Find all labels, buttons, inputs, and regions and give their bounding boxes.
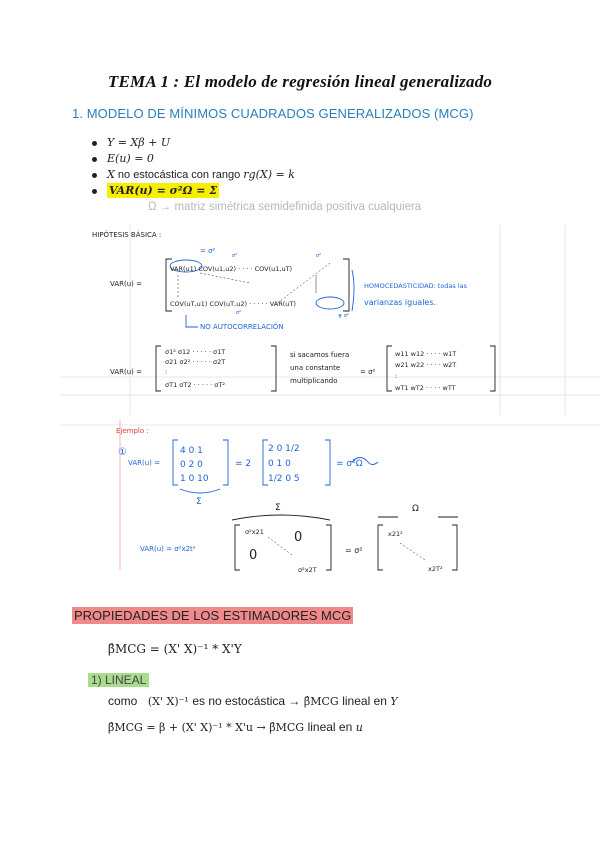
sigma2-small: σ² — [232, 253, 238, 259]
section-heading-propiedades: PROPIEDADES DE LOS ESTIMADORES MCG — [74, 608, 352, 623]
example2-entry: σ²x21 — [245, 528, 264, 536]
handwritten-notes — [0, 215, 600, 575]
homocedasticidad-note: HOMOCEDASTICIDAD: todas las — [364, 282, 468, 290]
text: como — [108, 694, 138, 708]
sigma-matrix-row: σ1² σ12 · · · · · σ1T — [165, 348, 226, 356]
bullet-dot — [92, 141, 97, 146]
section-heading-mcg: 1. MODELO DE MÍNIMOS CUADRADOS GENERALIZADOS (MCG) — [72, 106, 474, 121]
bullet-rank — [92, 168, 295, 181]
cov-row-1: VAR(u1) COV(u1,u2) · · · · COV(u1,uT) — [170, 265, 293, 273]
example1-matrix-row: 4 0 1 — [180, 446, 203, 456]
example1-result: = σ²Ω — [336, 459, 363, 469]
bullet-dot — [92, 157, 97, 162]
w-matrix-row: : — [395, 372, 398, 380]
example1-matrix2-row: 0 1 0 — [268, 459, 291, 469]
math: β̂MCG = β + (X' X)⁻¹ * X'u → — [108, 721, 266, 734]
estimator-formula: β̂MCG = (X' X)⁻¹ * X'Y — [108, 642, 242, 656]
note-sacar: multiplicando — [290, 377, 338, 385]
bullet-math: rg(X) = k — [243, 168, 295, 181]
bullet-variance — [92, 184, 219, 197]
bullet-model — [92, 136, 170, 149]
example2-entry: σ²x2T — [298, 566, 317, 574]
lineal-line-2 — [108, 720, 363, 734]
omega-note: Ω → matriz simétrica semidefinida positiva cualquiera — [148, 201, 422, 213]
example1-matrix-row: 0 2 0 — [180, 460, 203, 470]
bullet-expectation — [92, 152, 154, 165]
example1-matrix2-row: 2 0 1/2 — [268, 444, 300, 454]
lineal-line-1 — [108, 694, 398, 708]
w-matrix-row: w11 w12 · · · · w1T — [395, 350, 457, 358]
sigma2-small: σ² — [316, 253, 322, 259]
note-sacar: si sacamos fuera — [290, 351, 350, 359]
example1-sigma: Σ — [196, 497, 202, 507]
no-autocorrelacion-note: NO AUTOCORRELACIÓN — [200, 323, 284, 331]
example1-matrix2-row: 1/2 0 5 — [268, 474, 300, 484]
example1-var: VAR(u) = — [128, 459, 160, 467]
math: (X' X)⁻¹ — [147, 695, 189, 708]
example1-matrix-row: 1 0 10 — [180, 474, 209, 484]
note-sacar: una constante — [290, 364, 341, 372]
bullet-math: X — [107, 168, 115, 181]
sigma2-note-right: = σ² — [338, 313, 349, 319]
sigma-matrix-row: σ21 σ2² · · · · · σ2T — [165, 358, 226, 366]
example2-eq: = σ² — [345, 546, 363, 555]
example2-sigma: Σ — [275, 503, 281, 513]
sigma-matrix-row: σT1 σT2 · · · · · σT² — [165, 381, 225, 389]
bullet-dot — [92, 173, 97, 178]
sigma2-note-top: = σ² — [200, 247, 216, 255]
text: lineal en — [342, 694, 387, 708]
example2-var: VAR(u) = σ²x2t² — [140, 545, 196, 553]
math: β̂MCG — [303, 695, 339, 708]
hipotesis-label: HIPÓTESIS BÁSICA : — [92, 231, 162, 239]
text: lineal en — [307, 720, 353, 734]
bullet-text: no estocástica con rango — [114, 169, 244, 181]
example1-eq: = 2 — [235, 459, 252, 469]
subsection-lineal: 1) LINEAL — [88, 673, 149, 687]
math: β̂MCG — [269, 721, 305, 734]
example2-entry: x21² — [388, 530, 403, 538]
example2-brackets — [232, 515, 458, 570]
example2-entry: x2T² — [428, 565, 443, 573]
var-u-label-2: VAR(u) = — [110, 368, 142, 376]
math: u — [355, 721, 363, 734]
w-matrix-row: wT1 wT2 · · · · wTT — [395, 384, 456, 392]
highlighted-variance: VAR(u) = σ²Ω = Σ — [109, 184, 218, 197]
sigma-matrix-row: : — [165, 368, 168, 376]
var-u-label: VAR(u) = — [110, 280, 142, 288]
example2-zero: 0 — [294, 530, 303, 545]
bullet-text: E(u) = 0 — [107, 152, 154, 165]
eq-sigma: = σ² — [360, 368, 376, 376]
math: Y — [390, 695, 398, 708]
w-matrix-row: w21 w22 · · · · w2T — [395, 361, 457, 369]
ejemplo-label: Ejemplo : — [116, 427, 149, 435]
text: es no estocástica → — [192, 694, 301, 708]
example2-zero: 0 — [249, 548, 258, 563]
cov-row-last: COV(uT,u1) COV(uT,u2) · · · · · VAR(uT) — [170, 300, 296, 308]
example2-omega: Ω — [412, 504, 419, 514]
example-number: ① — [118, 447, 127, 458]
varianzas-iguales-note: varianzas iguales. — [364, 298, 437, 307]
bullet-text: Y = Xβ + U — [107, 136, 171, 149]
sigma2-small: σ² — [236, 310, 242, 316]
page-title: TEMA 1 : El modelo de regresión lineal generalizado — [107, 72, 493, 91]
bullet-dot — [92, 189, 97, 194]
